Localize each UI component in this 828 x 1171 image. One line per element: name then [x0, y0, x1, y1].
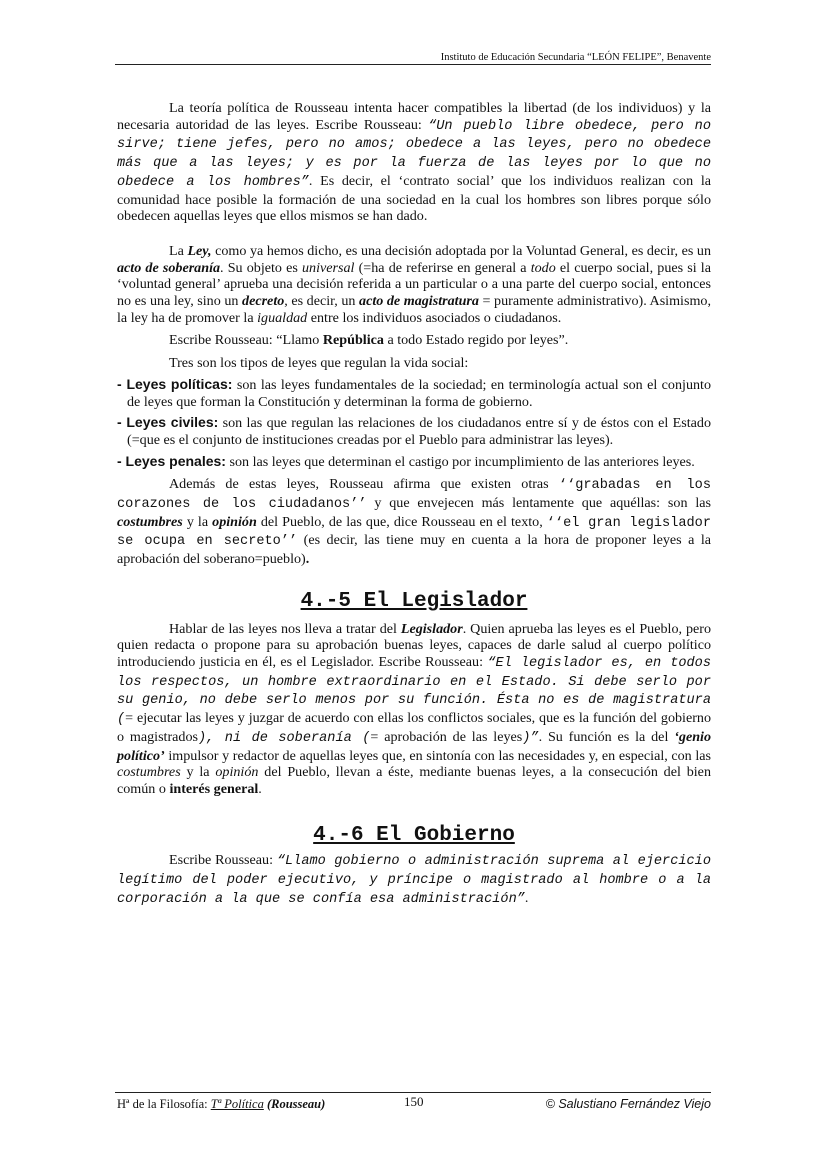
text: Hablar de las leyes nos lleva a tratar del — [169, 620, 401, 637]
law-description: son las que regulan las relaciones de los ciudadanos entre sí y de éstos con el Estado (=que es el conjunto de instituciones creadas por el Pueblo para administrar las leyes). — [127, 415, 711, 448]
quote: “El legislador es, en todos los respectos, un hombre extraordinario en el Estado. Si debe serlo por su genio, no debe serlo menos por su función. Ésta no es de magistratura ( — [117, 655, 711, 728]
term-opinion: opinión — [212, 513, 257, 530]
term-todo: todo — [530, 259, 556, 276]
text: como ya hemos dicho, es una decisión adoptada por la Voluntad General, es decir, es un — [211, 242, 711, 259]
text: . Quien aprueba las leyes es el Pueblo, pero quien redacta o propone para su aprobación buenas leyes, capaces de darle salud al cuerpo político introduciendo justicia en él, es el Legislador. Escribe Rousseau: — [117, 620, 711, 670]
footer-course — [117, 1097, 325, 1112]
quote: ), ni de soberanía ( — [198, 730, 371, 746]
section-title-legislador: 4.-5 El Legislador — [300, 589, 528, 613]
law-item-civiles — [117, 414, 711, 448]
paragraph-gobierno — [117, 852, 711, 908]
text: . — [258, 780, 262, 797]
term-acto-magistratura: acto de magistratura — [359, 293, 479, 310]
paragraph-law-types-intro: Tres son los tipos de leyes que regulan la vida social: — [169, 355, 469, 372]
paragraph-customs — [117, 476, 711, 568]
term-universal: universal — [302, 259, 355, 276]
law-name: - Leyes civiles: — [117, 414, 219, 431]
text: Escribe Rousseau: — [169, 852, 277, 869]
term-interes-general: interés general — [169, 780, 259, 797]
text: del Pueblo, llevan a éste, mediante buenas leyes, a la consecución del bien común o — [117, 764, 711, 797]
law-item-penales — [117, 453, 711, 471]
quote: ‘‘grabadas en los corazones de los ciudadanos’’ — [117, 478, 711, 513]
law-name: - Leyes penales: — [117, 452, 226, 469]
law-name: - Leyes políticas: — [117, 375, 233, 392]
header-rule — [115, 64, 711, 65]
paragraph-legislador — [117, 621, 711, 798]
text: Tª Política — [210, 1097, 264, 1111]
text: y la — [182, 513, 213, 530]
paragraph-republica — [117, 332, 711, 349]
text: = puramente administrativo). Asimismo, la ley ha de promover la — [117, 293, 711, 326]
paragraph-rousseau-freedom — [117, 100, 711, 225]
text: del Pueblo, de las que, dice Rousseau en el texto, — [256, 513, 547, 530]
term-ley: Ley, — [187, 242, 212, 259]
law-description: son las leyes fundamentales de la sociedad; en terminología actual son el conjunto de leyes que forman la Constitución y determinan la forma de gobierno. — [127, 376, 712, 410]
page-number: 150 — [404, 1094, 424, 1109]
footer-rule — [115, 1092, 711, 1093]
term-republica: República — [322, 332, 384, 349]
text: . Su función es la del — [538, 728, 675, 745]
text: Además de estas leyes, Rousseau afirma que existen otras — [169, 476, 559, 493]
term-igualdad: igualdad — [257, 309, 308, 326]
term-legislador: Legislador — [400, 620, 463, 637]
text: (Rousseau) — [263, 1097, 326, 1111]
text: . Es decir, el ‘contrato social’ que los individuos realizan con la comunidad hace posible la formación de una sociedad en la cual los hombres son libres porque sólo obedecen aquellas leyes que ellos mismos se han dado. — [117, 172, 711, 225]
text: y que envejecen más lentamente que aquéllas: son las — [366, 495, 711, 512]
text: Escribe Rousseau: “Llamo — [169, 332, 323, 349]
quote: )” — [522, 730, 539, 746]
term-costumbres: costumbres — [117, 513, 183, 530]
quote: “Llamo gobierno o administración suprema al ejercicio legítimo del poder ejecutivo, y príncipe o magistrado al hombre o a la corporación a la que se confía esa administración” — [117, 854, 711, 907]
text: = aprobación de las leyes — [370, 728, 523, 745]
page-header: Instituto de Educación Secundaria “LEÓN FELIPE”, Benavente — [440, 52, 711, 63]
quote: ‘‘el gran legislador se ocupa en secreto’’ — [117, 515, 711, 550]
footer-author: © Salustiano Fernández Viejo — [545, 1097, 711, 1111]
term-costumbres: costumbres — [117, 764, 181, 781]
text: . — [305, 551, 310, 568]
text: . — [524, 889, 529, 906]
term-opinion: opinión — [215, 764, 259, 781]
text: y la — [180, 764, 216, 781]
text: Hª de la Filosofía: — [117, 1097, 211, 1111]
section-title-gobierno: 4.-6 El Gobierno — [313, 823, 515, 847]
text: , es decir, un — [284, 293, 360, 310]
term-genio-politico: ‘genio político’ — [117, 728, 711, 764]
text: (es decir, las tiene muy en cuenta a la hora de proponer leyes a la aprobación del soberano=pueblo) — [117, 532, 711, 568]
text: (=ha de referirse en general a — [354, 259, 531, 276]
text: La — [169, 242, 188, 259]
text: . Su objeto es — [220, 259, 302, 276]
text: = ejecutar las leyes y juzgar de acuerdo con ellas los conflictos sociales, que es la función del gobierno o magistrados — [117, 710, 711, 745]
term-decreto: decreto — [242, 293, 285, 310]
text: el cuerpo social, pues si la ‘voluntad general’ aprueba una decisión referida a un particular o a una parte del cuerpo social, entonces no es una ley, sino un — [117, 259, 711, 310]
paragraph-law-definition — [117, 243, 711, 327]
text: La teoría política de Rousseau intenta hacer compatibles la libertad (de los individuos) y la necesaria autoridad de las leyes. Escribe Rousseau: — [117, 100, 711, 133]
quote: “Un pueblo libre obedece, pero no sirve; tiene jefes, pero no amos; obedece a las leyes, pero no obedece más que a las leyes; y es por la fuerza de las leyes por lo que no obedece a los hombres” — [117, 118, 711, 190]
law-description: son las leyes que determinan el castigo por incumplimiento de las anteriores leyes. — [225, 453, 695, 470]
text: a todo Estado regido por leyes”. — [383, 332, 569, 349]
law-item-politicas — [117, 376, 711, 410]
text: entre los individuos asociados o ciudadanos. — [307, 309, 562, 326]
text: impulsor y redactor de aquellas leyes que, en sintonía con las necesidades y, en especial, con las — [164, 747, 711, 764]
page-body — [117, 100, 711, 908]
term-acto-soberania: acto de soberanía — [117, 259, 221, 276]
